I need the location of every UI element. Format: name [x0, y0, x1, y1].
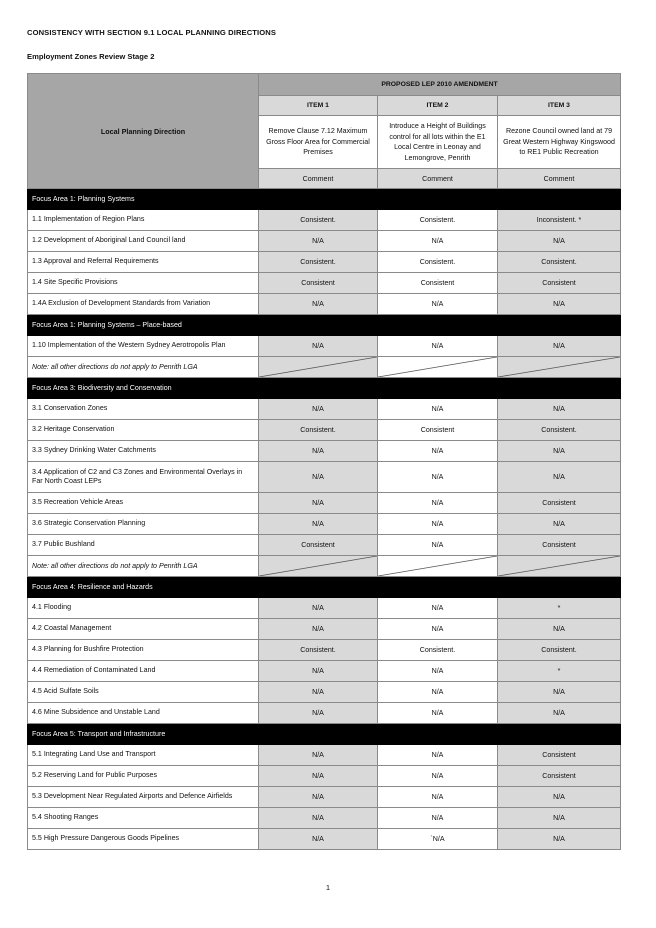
item-3-value-cell: N/A	[498, 703, 621, 724]
item-3-value-cell: N/A	[498, 808, 621, 829]
amendment-header: PROPOSED LEP 2010 AMENDMENT	[259, 74, 621, 96]
direction-label: 1.4A Exclusion of Development Standards from Variation	[28, 294, 259, 315]
direction-label: 4.5 Acid Sulfate Soils	[28, 682, 259, 703]
item-1-value-cell: N/A	[259, 336, 378, 357]
direction-label: 5.4 Shooting Ranges	[28, 808, 259, 829]
direction-label: 1.3 Approval and Referral Requirements	[28, 252, 259, 273]
item-1-value-cell: N/A	[259, 661, 378, 682]
item-2-value-cell: N/A	[378, 294, 498, 315]
item-2-value-cell: N/A	[378, 619, 498, 640]
section-title: Focus Area 3: Biodiversity and Conservation	[28, 378, 259, 399]
note-row	[28, 556, 621, 577]
table-row	[28, 210, 621, 231]
table-row	[28, 661, 621, 682]
table-row	[28, 420, 621, 441]
item-1-value-cell: N/A	[259, 493, 378, 514]
direction-label: 4.6 Mine Subsidence and Unstable Land	[28, 703, 259, 724]
table-row	[28, 441, 621, 462]
direction-label: 5.1 Integrating Land Use and Transport	[28, 745, 259, 766]
direction-label: 4.4 Remediation of Contaminated Land	[28, 661, 259, 682]
item-1-value-cell: N/A	[259, 462, 378, 493]
item-2-value-cell: `N/A	[378, 829, 498, 850]
section-filler-cell	[259, 315, 378, 336]
direction-label: 4.2 Coastal Management	[28, 619, 259, 640]
item-1-comment-header: Comment	[259, 169, 378, 189]
item-2-header: ITEM 2	[378, 96, 498, 116]
section-title: Focus Area 1: Planning Systems – Place-based	[28, 315, 259, 336]
table-row	[28, 745, 621, 766]
table-row	[28, 766, 621, 787]
item-1-header: ITEM 1	[259, 96, 378, 116]
item-2-description: Introduce a Height of Buildings control for all lots within the E1 Local Centre in Leonay and Lemongrove, Penrith	[378, 116, 498, 169]
item-3-value-cell: N/A	[498, 829, 621, 850]
table-row	[28, 273, 621, 294]
item-3-value-cell: *	[498, 661, 621, 682]
section-title: Focus Area 4: Resilience and Hazards	[28, 577, 259, 598]
item-1-value-cell: Consistent.	[259, 252, 378, 273]
item-1-value-cell: N/A	[259, 829, 378, 850]
item-1-value-cell: N/A	[259, 231, 378, 252]
section-filler-cell	[259, 189, 378, 210]
section-header-row	[28, 189, 621, 210]
table-row	[28, 619, 621, 640]
table-row	[28, 252, 621, 273]
item-3-value-cell: Consistent	[498, 535, 621, 556]
item-1-value-cell: Consistent.	[259, 640, 378, 661]
not-applicable-slash-cell	[259, 357, 378, 378]
not-applicable-slash-cell	[498, 556, 621, 577]
item-1-value-cell: N/A	[259, 745, 378, 766]
page-title: CONSISTENCY WITH SECTION 9.1 LOCAL PLANNING DIRECTIONS	[27, 28, 276, 37]
not-applicable-slash-cell	[378, 556, 498, 577]
item-2-value-cell: N/A	[378, 441, 498, 462]
item-3-value-cell: Consistent.	[498, 252, 621, 273]
note-row	[28, 357, 621, 378]
section-filler-cell	[259, 724, 378, 745]
not-applicable-slash-cell	[378, 357, 498, 378]
item-1-value-cell: N/A	[259, 619, 378, 640]
section-filler-cell	[259, 577, 378, 598]
item-2-value-cell: N/A	[378, 535, 498, 556]
item-3-value-cell: N/A	[498, 336, 621, 357]
item-2-value-cell: Consistent.	[378, 252, 498, 273]
note-text: Note: all other directions do not apply to Penrith LGA	[28, 357, 259, 378]
table-row	[28, 535, 621, 556]
direction-label: 5.2 Reserving Land for Public Purposes	[28, 766, 259, 787]
direction-label: 4.1 Flooding	[28, 598, 259, 619]
item-1-value-cell: N/A	[259, 294, 378, 315]
item-2-value-cell: N/A	[378, 661, 498, 682]
not-applicable-slash-cell	[498, 357, 621, 378]
table-row	[28, 399, 621, 420]
table-row	[28, 294, 621, 315]
item-1-value-cell: N/A	[259, 441, 378, 462]
item-2-value-cell: N/A	[378, 745, 498, 766]
item-3-header: ITEM 3	[498, 96, 621, 116]
not-applicable-slash-cell	[259, 556, 378, 577]
item-3-value-cell: Consistent.	[498, 420, 621, 441]
page-number: 1	[325, 883, 331, 892]
item-3-value-cell: Consistent.	[498, 640, 621, 661]
item-2-value-cell: N/A	[378, 336, 498, 357]
item-2-value-cell: N/A	[378, 399, 498, 420]
table-row	[28, 787, 621, 808]
item-2-value-cell: Consistent.	[378, 210, 498, 231]
table-row	[28, 231, 621, 252]
item-1-value-cell: Consistent.	[259, 420, 378, 441]
section-filler-cell	[378, 577, 498, 598]
item-2-value-cell: N/A	[378, 231, 498, 252]
item-1-value-cell: Consistent.	[259, 210, 378, 231]
table-row	[28, 808, 621, 829]
item-3-value-cell: N/A	[498, 294, 621, 315]
item-3-value-cell: N/A	[498, 514, 621, 535]
item-3-value-cell: N/A	[498, 399, 621, 420]
item-2-value-cell: N/A	[378, 493, 498, 514]
table-row	[28, 462, 621, 493]
item-1-value-cell: N/A	[259, 598, 378, 619]
section-filler-cell	[259, 378, 378, 399]
item-3-value-cell: Consistent	[498, 745, 621, 766]
item-3-value-cell: N/A	[498, 682, 621, 703]
direction-label: 3.2 Heritage Conservation	[28, 420, 259, 441]
item-1-value-cell: N/A	[259, 808, 378, 829]
section-filler-cell	[498, 189, 621, 210]
table-row	[28, 682, 621, 703]
item-3-description: Rezone Council owned land at 79 Great Western Highway Kingswood to RE1 Public Recreation	[498, 116, 621, 169]
direction-label: 3.5 Recreation Vehicle Areas	[28, 493, 259, 514]
item-3-value-cell: Consistent	[498, 766, 621, 787]
direction-label: 3.1 Conservation Zones	[28, 399, 259, 420]
item-1-value-cell: N/A	[259, 787, 378, 808]
table-row	[28, 598, 621, 619]
item-2-value-cell: N/A	[378, 514, 498, 535]
item-2-comment-header: Comment	[378, 169, 498, 189]
direction-label: 3.4 Application of C2 and C3 Zones and Environmental Overlays in Far North Coast LEPs	[28, 462, 259, 493]
table-row	[28, 514, 621, 535]
section-filler-cell	[378, 189, 498, 210]
direction-label: 5.5 High Pressure Dangerous Goods Pipelines	[28, 829, 259, 850]
page-subtitle: Employment Zones Review Stage 2	[27, 52, 155, 61]
item-2-value-cell: N/A	[378, 598, 498, 619]
item-3-value-cell: Consistent	[498, 493, 621, 514]
section-filler-cell	[378, 378, 498, 399]
item-2-value-cell: N/A	[378, 703, 498, 724]
item-3-value-cell: Inconsistent. *	[498, 210, 621, 231]
direction-label: 3.3 Sydney Drinking Water Catchments	[28, 441, 259, 462]
item-3-value-cell: N/A	[498, 619, 621, 640]
section-filler-cell	[498, 315, 621, 336]
item-3-value-cell: N/A	[498, 231, 621, 252]
section-filler-cell	[498, 577, 621, 598]
item-1-value-cell: N/A	[259, 703, 378, 724]
item-2-value-cell: N/A	[378, 787, 498, 808]
item-1-value-cell: Consistent	[259, 273, 378, 294]
item-3-value-cell: N/A	[498, 787, 621, 808]
table-row	[28, 336, 621, 357]
item-1-value-cell: N/A	[259, 682, 378, 703]
item-2-value-cell: N/A	[378, 462, 498, 493]
item-2-value-cell: N/A	[378, 682, 498, 703]
direction-label: 3.7 Public Bushland	[28, 535, 259, 556]
direction-label: 3.6 Strategic Conservation Planning	[28, 514, 259, 535]
section-title: Focus Area 1: Planning Systems	[28, 189, 259, 210]
section-title: Focus Area 5: Transport and Infrastructure	[28, 724, 259, 745]
item-3-value-cell: N/A	[498, 462, 621, 493]
table-body	[28, 189, 621, 850]
section-header-row	[28, 378, 621, 399]
direction-label: 1.10 Implementation of the Western Sydney Aerotropolis Plan	[28, 336, 259, 357]
table-row	[28, 829, 621, 850]
item-2-value-cell: N/A	[378, 808, 498, 829]
item-2-value-cell: N/A	[378, 766, 498, 787]
item-1-value-cell: N/A	[259, 514, 378, 535]
item-2-value-cell: Consistent.	[378, 640, 498, 661]
item-3-value-cell: *	[498, 598, 621, 619]
section-filler-cell	[378, 724, 498, 745]
direction-label: 1.1 Implementation of Region Plans	[28, 210, 259, 231]
section-header-row	[28, 724, 621, 745]
section-filler-cell	[498, 378, 621, 399]
direction-label: 4.3 Planning for Bushfire Protection	[28, 640, 259, 661]
item-3-comment-header: Comment	[498, 169, 621, 189]
table-row	[28, 703, 621, 724]
item-3-value-cell: Consistent	[498, 273, 621, 294]
table-row	[28, 493, 621, 514]
section-filler-cell	[498, 724, 621, 745]
direction-label: 1.2 Development of Aboriginal Land Council land	[28, 231, 259, 252]
item-2-value-cell: Consistent	[378, 420, 498, 441]
table-row	[28, 640, 621, 661]
item-3-value-cell: N/A	[498, 441, 621, 462]
item-1-value-cell: Consistent	[259, 535, 378, 556]
direction-label: 5.3 Development Near Regulated Airports and Defence Airfields	[28, 787, 259, 808]
item-1-description: Remove Clause 7.12 Maximum Gross Floor Area for Commercial Premises	[259, 116, 378, 169]
item-1-value-cell: N/A	[259, 399, 378, 420]
note-text: Note: all other directions do not apply to Penrith LGA	[28, 556, 259, 577]
direction-column-header: Local Planning Direction	[28, 74, 259, 189]
section-filler-cell	[378, 315, 498, 336]
section-header-row	[28, 577, 621, 598]
item-2-value-cell: Consistent	[378, 273, 498, 294]
direction-label: 1.4 Site Specific Provisions	[28, 273, 259, 294]
planning-directions-table	[27, 73, 621, 850]
item-1-value-cell: N/A	[259, 766, 378, 787]
section-header-row	[28, 315, 621, 336]
